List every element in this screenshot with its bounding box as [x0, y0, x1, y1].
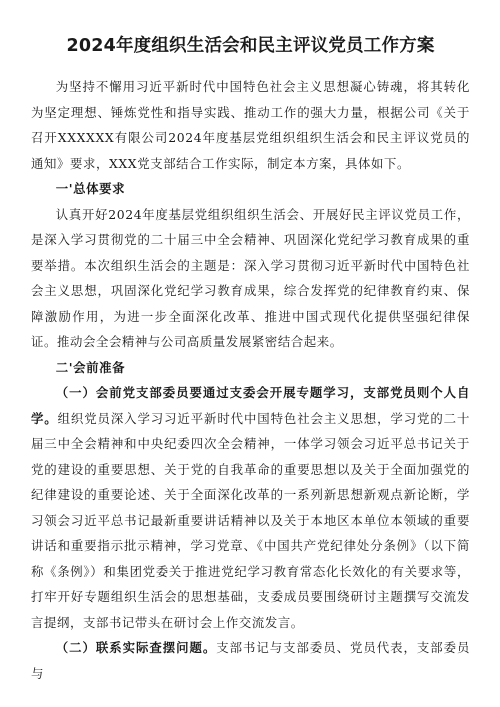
preparation-item-1 — [31, 380, 470, 635]
preparation-item-2-body: 支部书记与支部委员、党员代表，支部委员与 — [31, 640, 470, 681]
intro-paragraph: 为坚持不懈用习近平新时代中国特色社会主义思想凝心铸魂，将其转化为坚定理想、锤炼党性和指导实践、推动工作的强大力量，根据公司《关于召开XXXXXX有限公司2024年度基层党组织组织生活会和民主评议党员的通知》要求，XXX党支部结合工作实际，制定本方案，具体如下。 — [31, 79, 470, 171]
section-heading-general-requirements: 一'总体要求 — [55, 181, 126, 196]
preparation-item-2-lead: （二）联系实际查摆问题。 — [55, 640, 217, 655]
general-requirements-paragraph: 认真开好2024年度基层党组织组织生活会、开展好民主评议党员工作，是深入学习贯彻党的二十届三中全会精神、巩固深化党纪学习教育成果的重要举措。本次组织生活会的主题是：深入学习贯彻习近平新时代中国特色社会主义思想，巩固深化党纪学习教育成果，综合发挥党的纪律教育约束、保障激励作用，为进一步全面深化改革、推进中国式现代化提供坚强纪律保证。推动会全会精神与公司高质量发展紧密结合起来。 — [31, 206, 470, 349]
document-title: 2024年度组织生活会和民主评议党员工作方案 — [66, 36, 435, 56]
section-heading-preparation: 二'会前准备 — [55, 359, 126, 375]
preparation-item-2 — [31, 635, 470, 686]
preparation-item-1-lead: （一）会前党支部委员要通过支委会开展专题学习，支部党员则个人自学。 — [31, 385, 470, 426]
preparation-item-1-body: 组织党员深入学习习近平新时代中国特色社会主义思想，学习党的二十届三中全会精神和中央纪委四次全会精神，一体学习领会习近平总书记关于党的建设的重要思想、关于党的自我革命的重要思想以及关于全面加强党的纪律建设的重要论述、关于全面深化改革的一系列新思想新观点新论断，学习领会习近平总书记最新重要讲话精神以及关于本地区本单位本领域的重要讲话和重要指示批示精神，学习党章、《中国共产党纪律处分条例》（以下简称《条例》）和集团党委关于推进党纪学习教育常态化长效化的有关要求等，打牢开好专题组织生活会的思想基础，支委成员要围绕研讨主题撰写交流发言提纲，支部书记带头在研讨会上作交流发言。 — [31, 410, 470, 630]
